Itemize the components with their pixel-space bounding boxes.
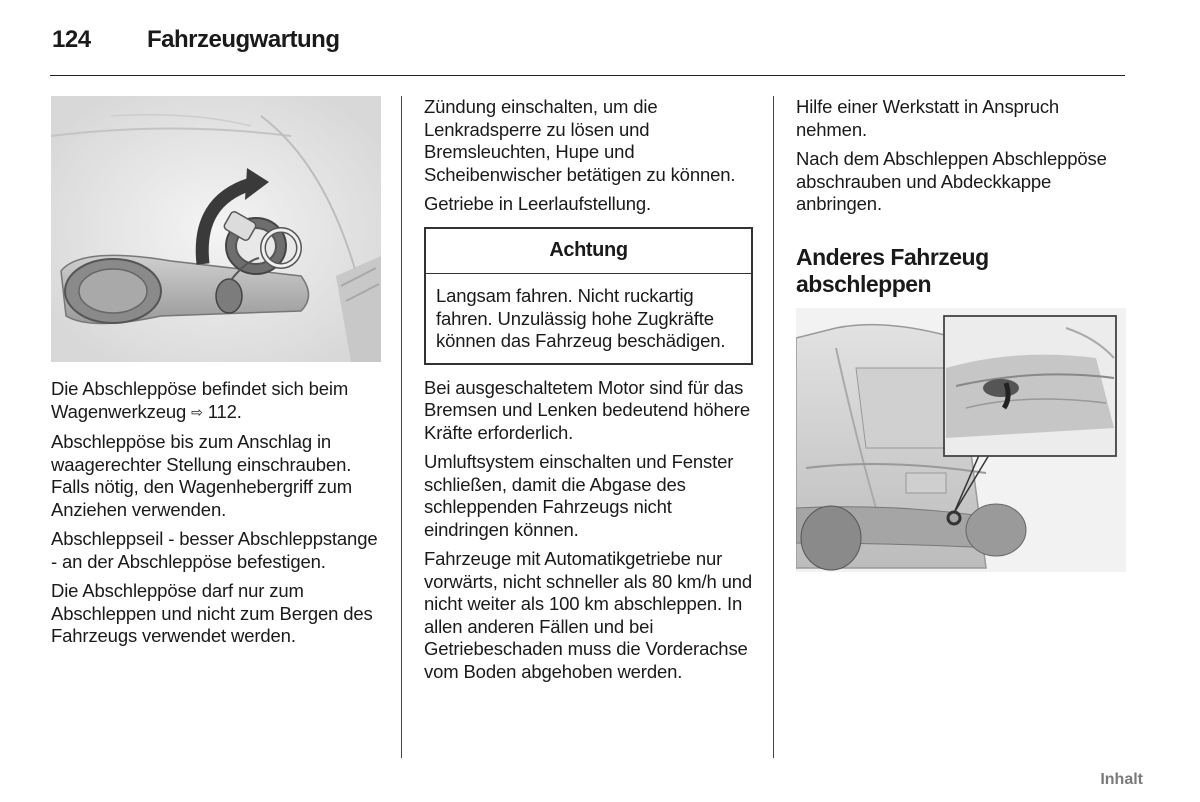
rear-towing-eye-illustration	[796, 308, 1126, 572]
page-title: Fahrzeugwartung	[147, 26, 340, 53]
warning-text: Langsam fahren. Nicht ruckartig fahren. Unzulässig hohe Zugkräfte können das Fahrzeug beschädigen.	[436, 285, 726, 351]
towing-eye-illustration	[51, 96, 381, 362]
paragraph: Getriebe in Leerlaufstellung.	[424, 193, 652, 214]
paragraph: Nach dem Abschleppen Abschleppöse abschrauben und Abdeckkappe anbringen.	[796, 148, 1107, 214]
page-number: 124	[52, 26, 91, 53]
paragraph: Fahrzeuge mit Automatikgetriebe nur vorwärts, nicht schneller als 80 km/h und nicht weiter als 100 km abschleppen. In allen anderen Fällen und bei Getriebeschaden muss die Vorderachse vom Boden abgehoben werden.	[424, 548, 753, 682]
paragraph: Abschleppöse bis zum Anschlag in waagerechter Stellung einschrauben. Falls nötig, den Wagenhebergriff zum Anziehen verwenden.	[51, 431, 353, 520]
column-left	[51, 378, 384, 655]
arrow-reference-icon[interactable]: ⇨	[191, 403, 203, 420]
paragraph: Umluftsystem einschalten und Fenster schließen, damit die Abgase des schleppenden Fahrzeugs nicht eindringen können.	[424, 451, 734, 540]
page-reference[interactable]: 112.	[207, 400, 242, 422]
paragraph: Bei ausgeschaltetem Motor sind für das Bremsen und Lenken bedeutend höhere Kräfte erforderlich.	[424, 376, 750, 443]
column-middle	[424, 96, 754, 690]
paragraph-text: Die Abschleppöse befindet sich beim Wagenwerkzeug	[51, 378, 349, 422]
paragraph: Hilfe einer Werkstatt in Anspruch nehmen.	[796, 96, 1060, 140]
warning-box	[424, 227, 753, 365]
paragraph: Abschleppseil - besser Abschleppstange - an der Abschleppöse befestigen.	[51, 528, 378, 572]
warning-title: Achtung	[426, 229, 751, 275]
table-of-contents-link[interactable]: Inhalt	[1100, 771, 1143, 788]
section-heading: Anderes Fahrzeug abschleppen	[796, 243, 989, 297]
column-divider	[401, 96, 402, 758]
paragraph: Zündung einschalten, um die Lenkradsperre zu lösen und Bremsleuchten, Hupe und Scheibenwischer betätigen zu können.	[424, 96, 736, 185]
paragraph: Die Abschleppöse darf nur zum Abschleppen und nicht zum Bergen des Fahrzeugs verwendet werden.	[51, 580, 373, 646]
column-divider	[773, 96, 774, 758]
column-right	[796, 96, 1126, 298]
paragraph	[51, 378, 384, 424]
header-divider	[50, 75, 1125, 76]
